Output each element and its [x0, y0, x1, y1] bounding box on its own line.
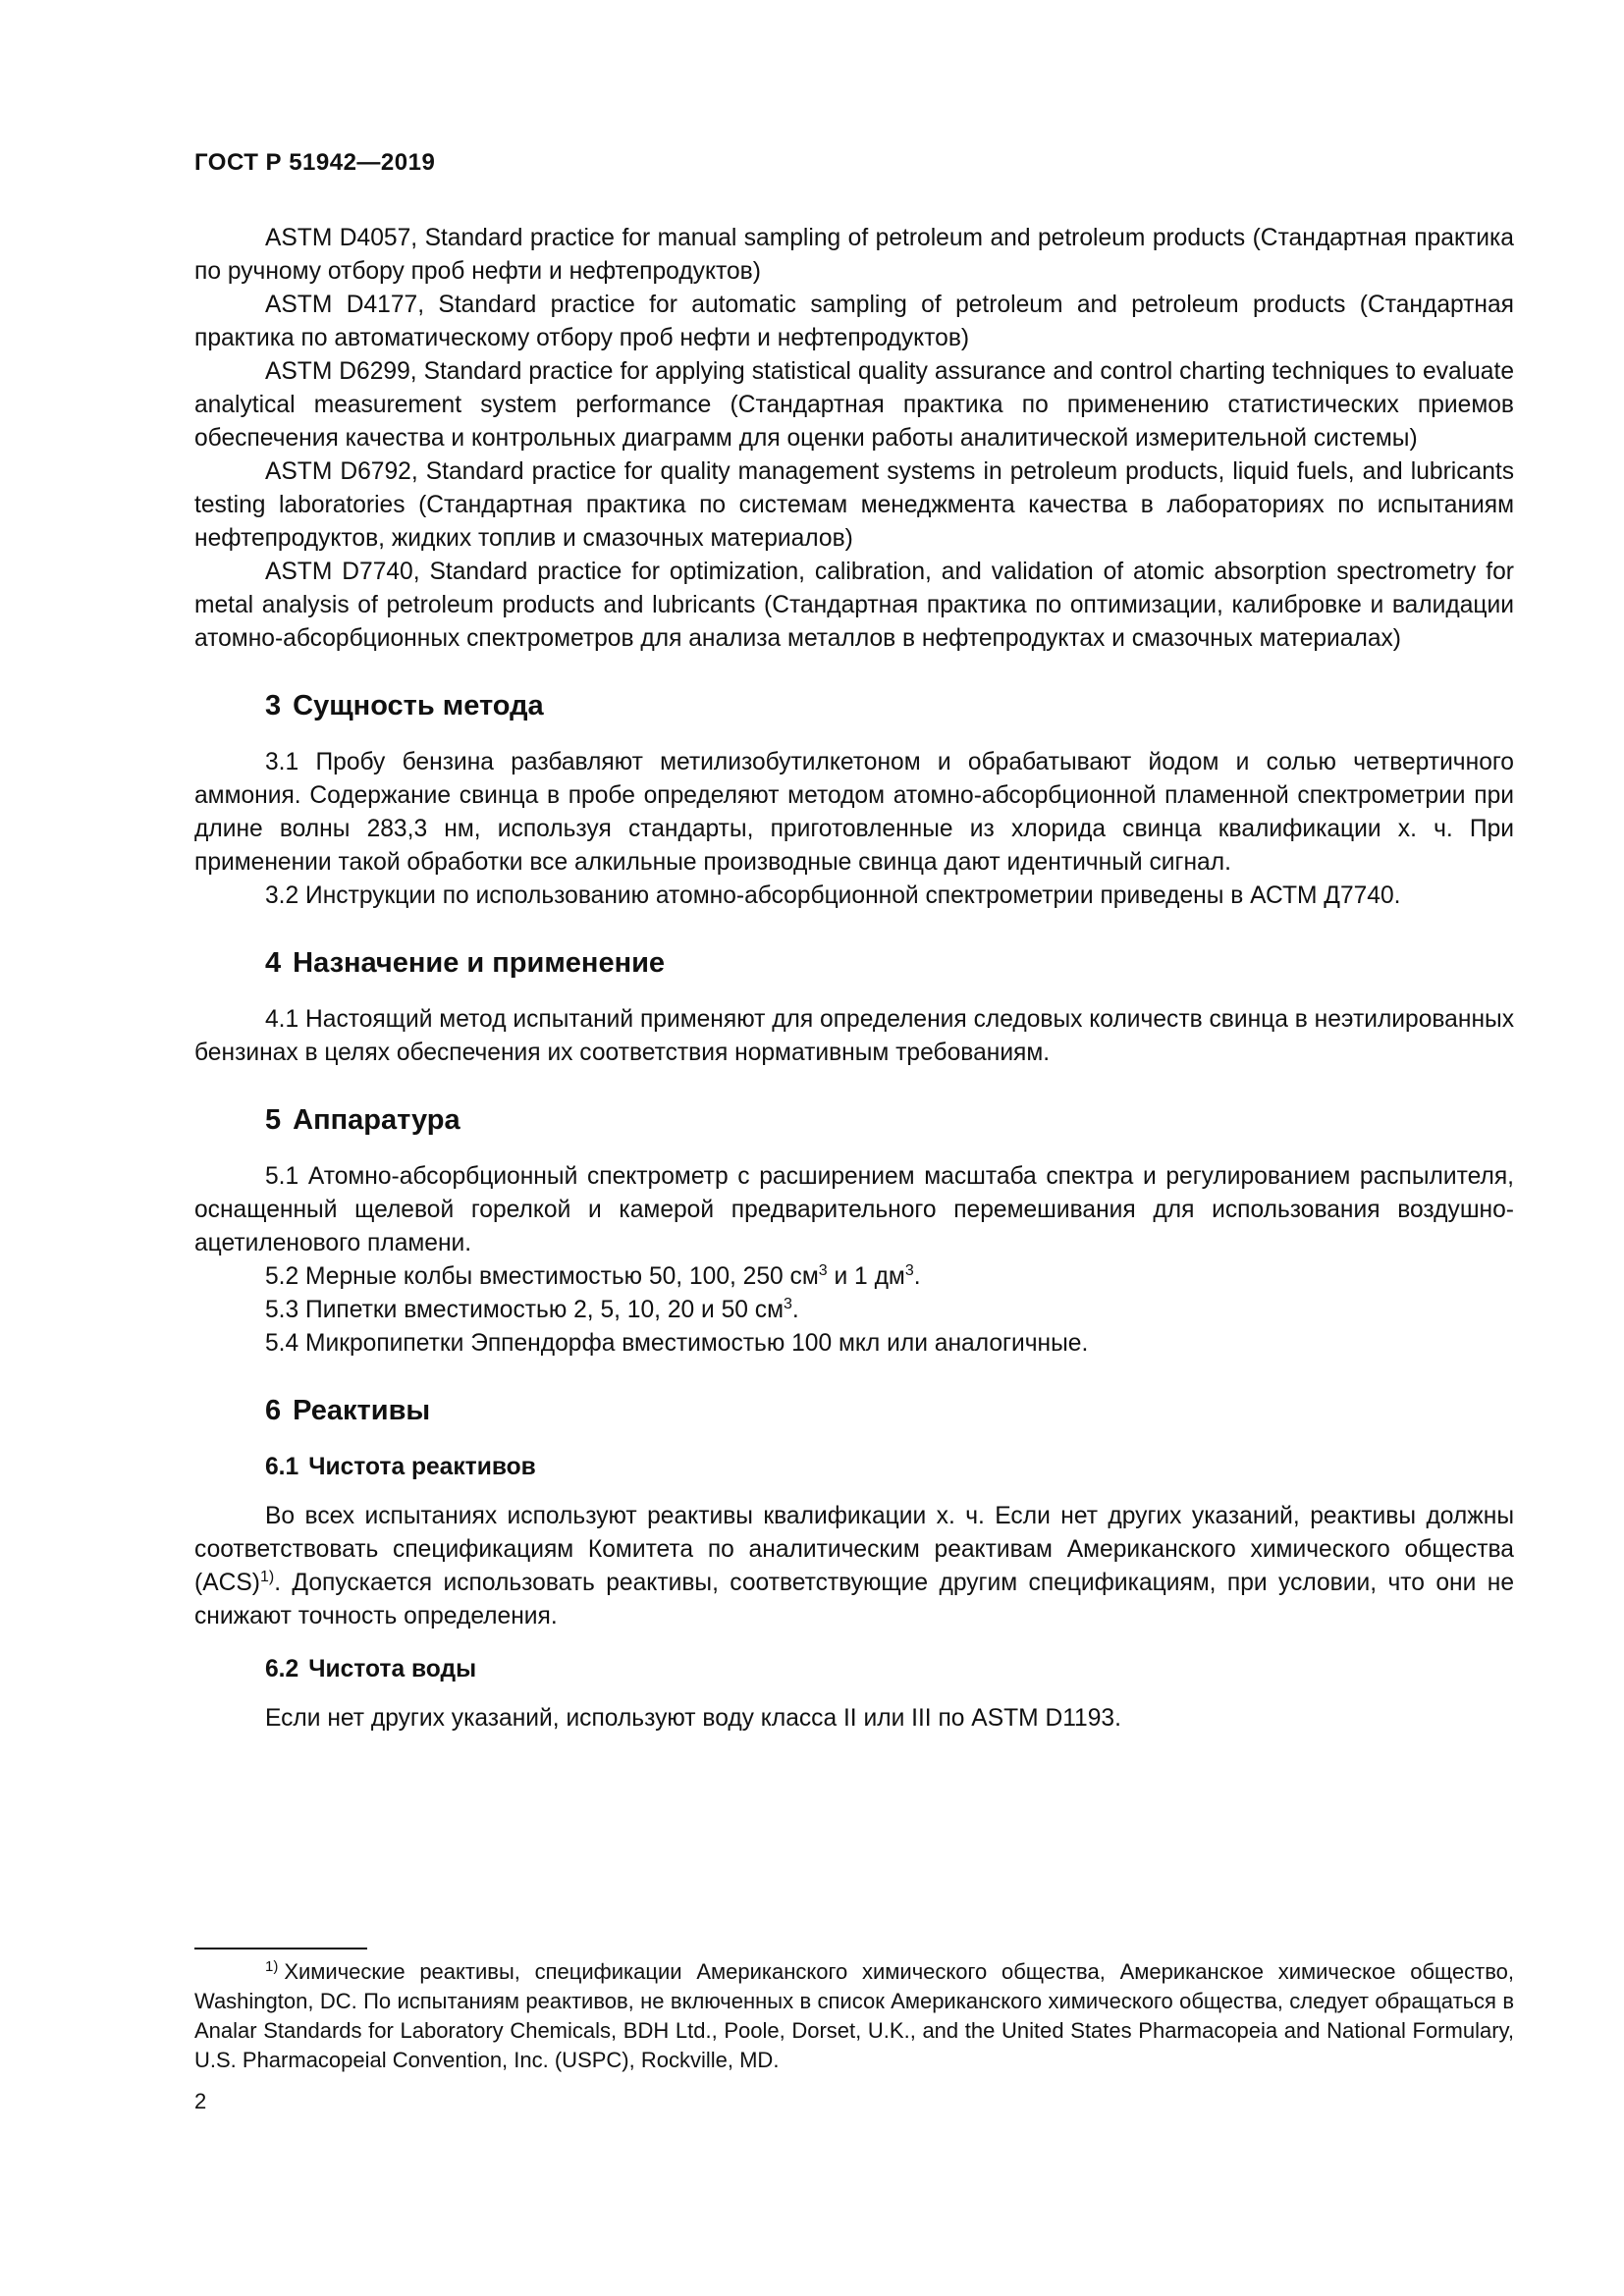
- paragraph-3-1: 3.1 Пробу бензина разбавляют метилизобутилкетоном и обрабатывают йодом и солью четвертичного аммония. Содержание свинца в пробе определяют методом атомно-абсорбционной пламенной спектрометрии при длине волны 283,3 нм, используя стандарты, приготовленные из хлорида свинца квалификации х. ч. При применении такой обработки все алкильные производные свинца дают идентичный сигнал.: [194, 749, 1514, 876]
- section-title: Аппаратура: [293, 1104, 460, 1136]
- paragraph-4-1: 4.1 Настоящий метод испытаний применяют для определения следовых количеств свинца в неэтилированных бензинах в целях обеспечения их соответствия нормативным требованиям.: [194, 1006, 1514, 1066]
- paragraph-5-4: 5.4 Микропипетки Эппендорфа вместимостью 100 мкл или аналогичные.: [265, 1330, 1089, 1357]
- text: 5.2 Мерные колбы вместимостью 50, 100, 250 см: [265, 1263, 819, 1290]
- reference-astm-d4177: ASTM D4177, Standard practice for automatic sampling of petroleum and petroleum products (Стандартная практика по автоматическому отбору проб нефти и нефтепродуктов): [194, 292, 1514, 351]
- subsection-title: Чистота воды: [308, 1656, 477, 1682]
- text: Во всех испытаниях используют реактивы квалификации х. ч. Если нет других указаний, реактивы должны соответствовать спецификациям Комитета по аналитическим реактивам Американского химического общества (ACS): [194, 1503, 1514, 1596]
- footnote-mark: 1): [265, 1957, 279, 1975]
- superscript: 3: [784, 1295, 792, 1312]
- subsection-6-2-heading: [265, 1653, 1514, 1686]
- text: .: [913, 1263, 921, 1290]
- section-5-heading: [265, 1101, 1514, 1139]
- reference-astm-d6299: ASTM D6299, Standard practice for applying statistical quality assurance and control charting techniques to evaluate analytical measurement system performance (Стандартная практика по применению статистических приемов обеспечения качества и контрольных диаграмм для оценки работы аналитической измерительной системы): [194, 358, 1514, 452]
- paragraph-6-1: [194, 1500, 1514, 1633]
- section-4-heading: [265, 944, 1514, 982]
- subsection-number: 6.2: [265, 1656, 299, 1682]
- superscript: 3: [904, 1261, 914, 1279]
- paragraph-3-2: 3.2 Инструкции по использованию атомно-абсорбционной спектрометрии приведены в АСТМ Д7740.: [265, 882, 1401, 909]
- section-title: Реактивы: [293, 1395, 431, 1426]
- page-number: 2: [194, 2089, 207, 2113]
- reference-astm-d6792: ASTM D6792, Standard practice for quality management systems in petroleum products, liquid fuels, and lubricants testing laboratories (Стандартная практика по системам менеджмента качества в лабораториях по испытаниям нефтепродуктов, жидких топлив и смазочных материалов): [194, 458, 1514, 552]
- section-6-heading: [265, 1392, 1514, 1429]
- reference-astm-d4057: ASTM D4057, Standard practice for manual sampling of petroleum and petroleum products (Стандартная практика по ручному отбору проб нефти и нефтепродуктов): [194, 225, 1514, 285]
- subsection-title: Чистота реактивов: [308, 1454, 536, 1480]
- paragraph-5-2: [194, 1260, 1514, 1294]
- section-number: 3: [265, 690, 282, 721]
- paragraph-5-3: [194, 1294, 1514, 1327]
- text: . Допускается использовать реактивы, соответствующие другим спецификациям, при условии, что они не снижают точность определения.: [194, 1570, 1514, 1629]
- footnote-text: Химические реактивы, спецификации Американского химического общества, Американское химическое общество, Washington, DC. По испытаниям реактивов, не включенных в список Американского химического общества, следует обращаться в Analar Standards for Laboratory Chemicals, BDH Ltd., Poole, Dorset, U.K., and the United States Pharmacopeia and National Formulary, U.S. Pharmacopeial Convention, Inc. (USPC), Rockville, MD.: [194, 1959, 1514, 2072]
- superscript: 3: [818, 1261, 828, 1279]
- text: и 1 дм: [827, 1263, 905, 1290]
- section-number: 5: [265, 1104, 282, 1136]
- subsection-6-1-heading: [265, 1451, 1514, 1484]
- footnote: [194, 1957, 1514, 2075]
- section-title: Сущность метода: [293, 690, 544, 721]
- section-title: Назначение и применение: [293, 947, 666, 979]
- footnote-divider: [194, 1948, 367, 1949]
- subsection-number: 6.1: [265, 1454, 299, 1480]
- section-number: 6: [265, 1395, 282, 1426]
- document-header: ГОСТ Р 51942—2019: [194, 149, 436, 176]
- section-number: 4: [265, 947, 282, 979]
- text: 5.3 Пипетки вместимостью 2, 5, 10, 20 и 50 см: [265, 1297, 784, 1323]
- section-3-heading: [265, 687, 1514, 724]
- reference-astm-d7740: ASTM D7740, Standard practice for optimization, calibration, and validation of atomic absorption spectrometry for metal analysis of petroleum products and lubricants (Стандартная практика по оптимизации, калибровке и валидации атомно-абсорбционных спектрометров для анализа металлов в нефтепродуктах и смазочных материалах): [194, 559, 1514, 652]
- text: .: [791, 1297, 799, 1323]
- paragraph-5-1: 5.1 Атомно-абсорбционный спектрометр с расширением масштаба спектра и регулированием распылителя, оснащенный щелевой горелкой и камерой предварительного перемешивания для использования воздушно-ацетиленового пламени.: [194, 1163, 1514, 1256]
- page-content: [194, 222, 1514, 1735]
- paragraph-6-2: Если нет других указаний, используют воду класса II или III по ASTM D1193.: [265, 1705, 1121, 1732]
- footnote-reference: 1): [259, 1568, 275, 1585]
